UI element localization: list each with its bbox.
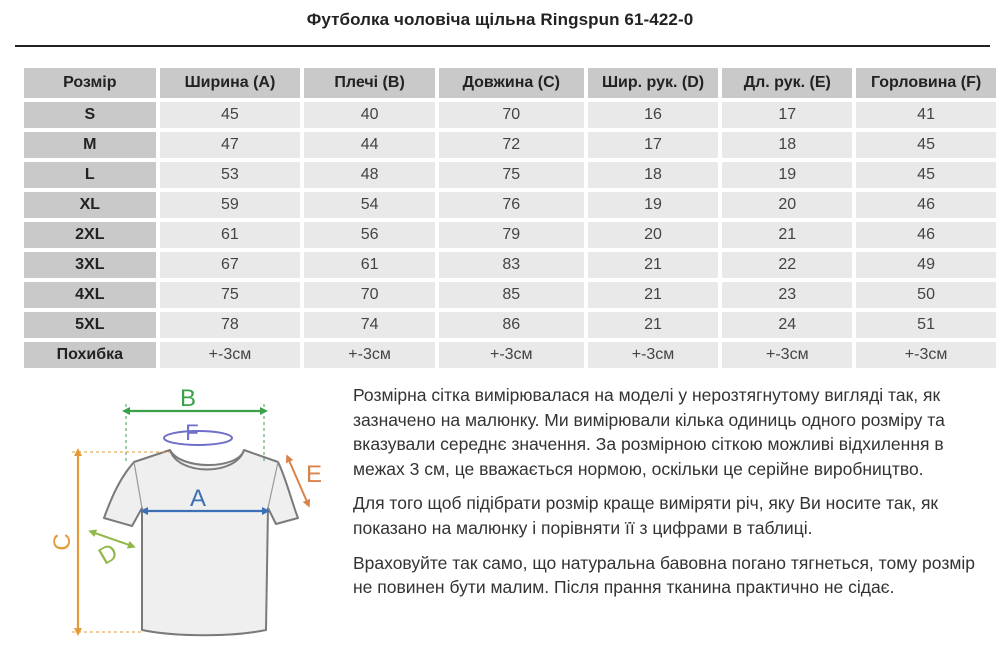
- table-cell: 51: [856, 312, 996, 338]
- title-divider: [15, 45, 990, 47]
- table-cell: +-3см: [304, 342, 435, 368]
- table-cell: 78: [160, 312, 301, 338]
- table-cell: 41: [856, 102, 996, 128]
- column-header-shoulders: Плечі (B): [304, 68, 435, 98]
- table-cell: 46: [856, 192, 996, 218]
- table-cell: +-3см: [856, 342, 996, 368]
- row-size-label: XL: [24, 192, 156, 218]
- measure-c-label: C: [49, 533, 76, 551]
- table-cell: 70: [439, 102, 584, 128]
- table-row: [24, 162, 996, 188]
- row-size-label: 5XL: [24, 312, 156, 338]
- table-cell: +-3см: [439, 342, 584, 368]
- column-header-neck: Горловина (F): [856, 68, 996, 98]
- table-cell: 17: [722, 102, 852, 128]
- table-cell: +-3см: [160, 342, 301, 368]
- column-header-length: Довжина (C): [439, 68, 584, 98]
- table-row: [24, 192, 996, 218]
- table-cell: 83: [439, 252, 584, 278]
- row-size-label: 3XL: [24, 252, 156, 278]
- table-cell: 18: [722, 132, 852, 158]
- table-cell: 74: [304, 312, 435, 338]
- table-cell: 19: [588, 192, 719, 218]
- table-cell: 19: [722, 162, 852, 188]
- table-cell: 21: [722, 222, 852, 248]
- page-title: Футболка чоловіча щільна Ringspun 61-422-0: [306, 10, 694, 29]
- description-paragraph: Для того щоб підібрати розмір краще виміряти річ, яку Ви носите так, як показано на малюнку і порівняти її з цифрами в таблиці.: [353, 493, 939, 538]
- table-cell: 75: [439, 162, 584, 188]
- table-row-tolerance: [24, 342, 996, 368]
- table-cell: +-3см: [722, 342, 852, 368]
- table-cell: 45: [856, 162, 996, 188]
- table-cell: 21: [588, 252, 719, 278]
- table-cell: 76: [439, 192, 584, 218]
- tshirt-diagram-svg: [20, 378, 340, 653]
- tshirt-outline: [104, 450, 298, 635]
- table-cell: 45: [856, 132, 996, 158]
- table-row: [24, 312, 996, 338]
- table-cell: 16: [588, 102, 719, 128]
- row-size-label: L: [24, 162, 156, 188]
- table-cell: 24: [722, 312, 852, 338]
- table-cell: 44: [304, 132, 435, 158]
- row-size-label: S: [24, 102, 156, 128]
- table-row: [24, 252, 996, 278]
- table-cell: 22: [722, 252, 852, 278]
- measure-a-label: A: [189, 485, 207, 512]
- table-cell: +-3см: [588, 342, 719, 368]
- description-paragraph: Враховуйте так само, що натуральна бавовна погано тягнеться, тому розмір не повинен бути малим. Після прання тканина практично не сідає.: [353, 552, 975, 598]
- table-cell: 18: [588, 162, 719, 188]
- table-cell: 85: [439, 282, 584, 308]
- column-header-size: Розмір: [24, 68, 156, 98]
- table-cell: 70: [304, 282, 435, 308]
- table-cell: 48: [304, 162, 435, 188]
- row-size-label: M: [24, 132, 156, 158]
- table-cell: 50: [856, 282, 996, 308]
- measure-d-label: D: [93, 538, 123, 571]
- measure-b-label: B: [179, 385, 197, 412]
- table-cell: 21: [588, 282, 719, 308]
- row-size-label: 4XL: [24, 282, 156, 308]
- measure-f-label: F: [185, 420, 199, 445]
- table-cell: 40: [304, 102, 435, 128]
- row-size-label: 2XL: [24, 222, 156, 248]
- table-cell: 59: [160, 192, 301, 218]
- table-cell: 61: [160, 222, 301, 248]
- tshirt-measurement-diagram: [20, 378, 340, 653]
- table-cell: 47: [160, 132, 301, 158]
- table-header-row: [24, 68, 996, 98]
- table-cell: 17: [588, 132, 719, 158]
- table-cell: 61: [304, 252, 435, 278]
- table-row: [24, 102, 996, 128]
- table-row: [24, 282, 996, 308]
- table-cell: 20: [588, 222, 719, 248]
- table-cell: 23: [722, 282, 852, 308]
- table-cell: 49: [856, 252, 996, 278]
- table-cell: 54: [304, 192, 435, 218]
- column-header-width: Ширина (A): [160, 68, 301, 98]
- size-chart-description: [353, 383, 978, 610]
- row-tolerance-label: Похибка: [24, 342, 156, 368]
- table-row: [24, 222, 996, 248]
- table-cell: 20: [722, 192, 852, 218]
- table-cell: 56: [304, 222, 435, 248]
- table-cell: 53: [160, 162, 301, 188]
- description-paragraph: Розмірна сітка вимірювалася на моделі у нерозтягнутому вигляді так, як зазначено на малюнку. Ми вимірювали кілька одиниць одного розміру та вказували середнє значення. За розмірною сіткою можливі відхилення в межах 3 см, це вважається нормою, оскільки це серійне виробництво.: [353, 385, 945, 479]
- table-cell: 86: [439, 312, 584, 338]
- table-cell: 75: [160, 282, 301, 308]
- table-cell: 72: [439, 132, 584, 158]
- size-table: [20, 64, 1000, 372]
- table-row: [24, 132, 996, 158]
- table-cell: 67: [160, 252, 301, 278]
- measure-e-label: E: [305, 461, 323, 488]
- table-cell: 79: [439, 222, 584, 248]
- table-cell: 45: [160, 102, 301, 128]
- column-header-sleeve-width: Шир. рук. (D): [588, 68, 719, 98]
- table-cell: 46: [856, 222, 996, 248]
- column-header-sleeve-length: Дл. рук. (E): [722, 68, 852, 98]
- table-cell: 21: [588, 312, 719, 338]
